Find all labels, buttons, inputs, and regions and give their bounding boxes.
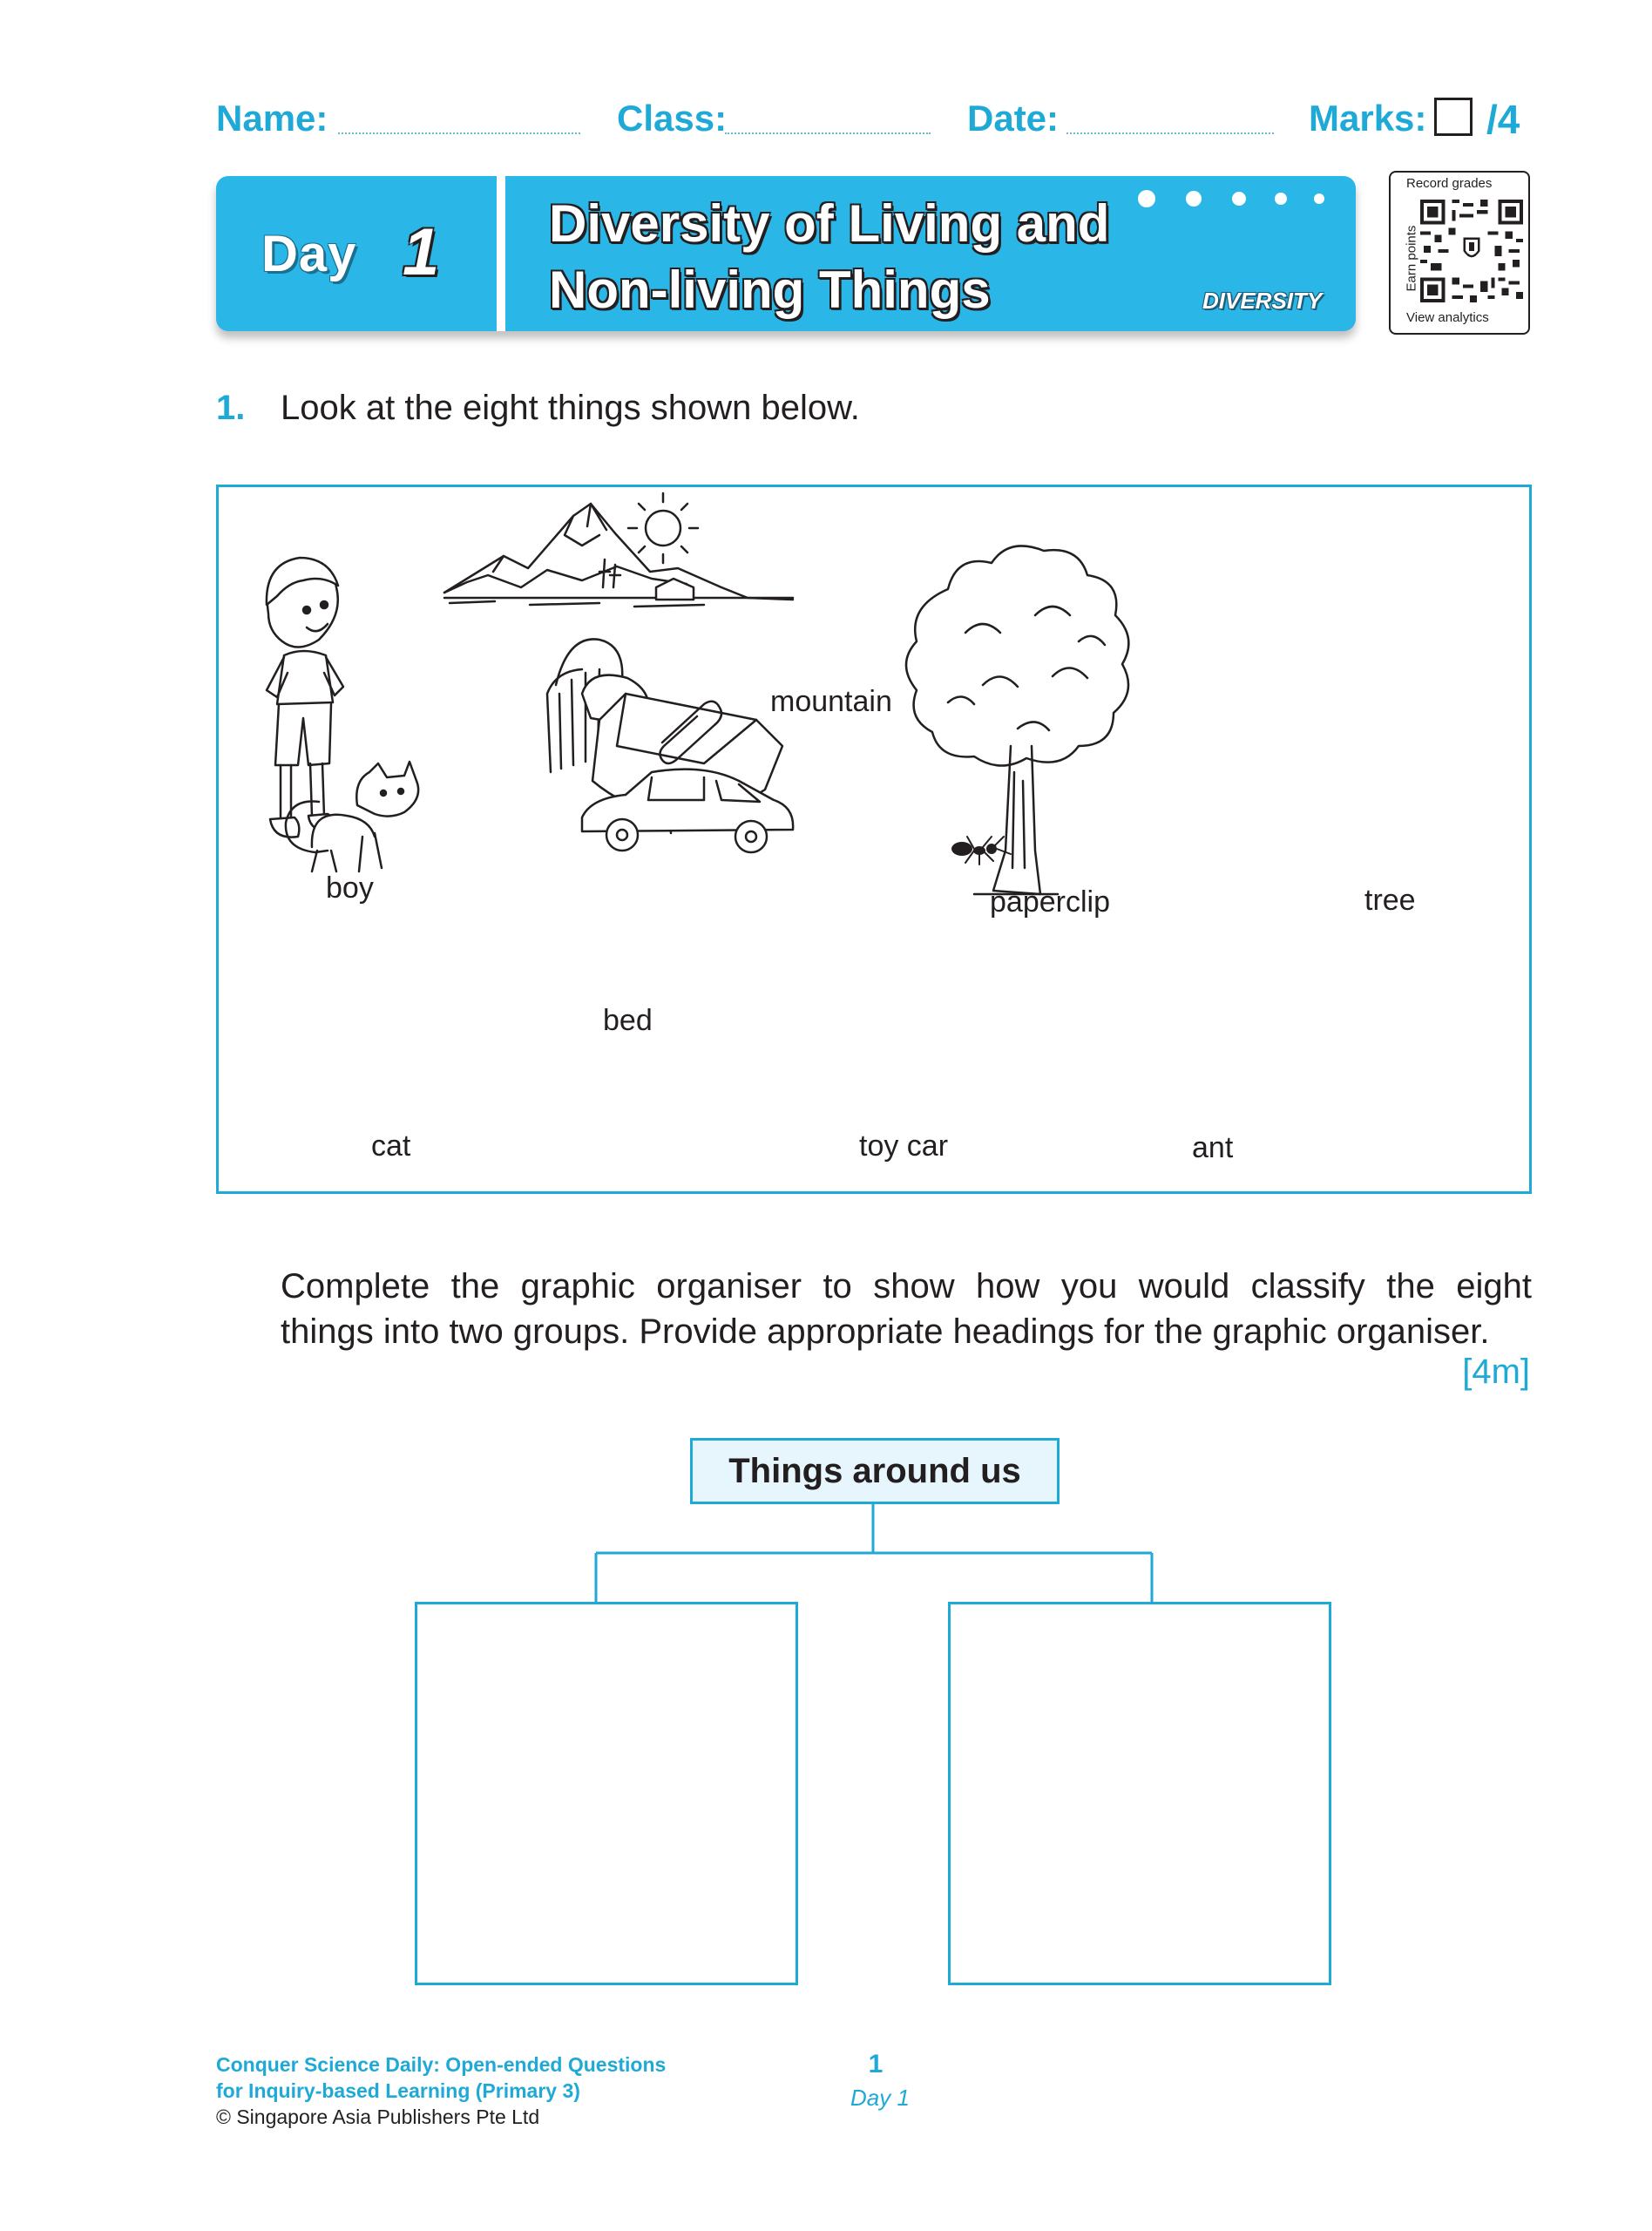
illustrations bbox=[216, 485, 1532, 1194]
date-label: Date: bbox=[967, 98, 1060, 139]
footer-copyright: © Singapore Asia Publishers Pte Ltd bbox=[216, 2106, 540, 2128]
marks-allocation: [4m] bbox=[1462, 1353, 1530, 1391]
lesson-title-line2: Non-living Things bbox=[549, 261, 991, 319]
label-boy: boy bbox=[326, 871, 374, 905]
lesson-title-line1: Diversity of Living and bbox=[549, 194, 1110, 253]
cat-illustration bbox=[286, 762, 418, 871]
label-toy-car: toy car bbox=[859, 1129, 949, 1163]
footer-book-title-line2: for Inquiry-based Learning (Primary 3) bbox=[216, 2079, 580, 2102]
day-label: Day bbox=[261, 226, 357, 282]
marks-label: Marks: bbox=[1309, 98, 1427, 139]
class-field[interactable] bbox=[725, 132, 931, 134]
page-day: Day 1 bbox=[850, 2085, 910, 2111]
instruction-line2: things into two groups. Provide appropriate headings for the graphic organiser. bbox=[281, 1312, 1490, 1351]
decorative-dots bbox=[1138, 190, 1330, 207]
qr-code-icon[interactable] bbox=[1420, 197, 1523, 305]
day-number: 1 bbox=[403, 215, 440, 289]
question-intro: Look at the eight things shown below. bbox=[281, 389, 860, 427]
qr-view-analytics: View analytics bbox=[1406, 310, 1489, 325]
label-ant: ant bbox=[1192, 1131, 1234, 1164]
marks-total: /4 bbox=[1486, 97, 1520, 142]
organiser-heading: Things around us bbox=[690, 1438, 1060, 1504]
date-field[interactable] bbox=[1066, 132, 1274, 134]
page-number: 1 bbox=[868, 2050, 884, 2078]
organiser-group-box-right[interactable] bbox=[948, 1602, 1331, 1985]
class-label: Class: bbox=[617, 98, 728, 139]
label-mountain: mountain bbox=[770, 685, 892, 718]
organiser-group-box-left[interactable] bbox=[415, 1602, 798, 1985]
name-label: Name: bbox=[216, 98, 328, 139]
label-bed: bed bbox=[603, 1004, 653, 1037]
mountain-illustration bbox=[444, 493, 793, 607]
instruction-line1: Complete the graphic organiser to show how you would classify the eight bbox=[281, 1267, 1532, 1305]
boy-illustration bbox=[267, 558, 343, 837]
question-number: 1. bbox=[216, 389, 246, 427]
qr-earn-points: Earn points bbox=[1404, 225, 1419, 292]
qr-record-grades: Record grades bbox=[1406, 176, 1493, 191]
name-field[interactable] bbox=[338, 132, 580, 134]
label-cat: cat bbox=[371, 1129, 411, 1163]
marks-box[interactable] bbox=[1434, 98, 1473, 136]
footer-book-title-line1: Conquer Science Daily: Open-ended Questions bbox=[216, 2053, 667, 2076]
label-tree: tree bbox=[1364, 884, 1416, 917]
topic-tag: DIVERSITY bbox=[1202, 288, 1323, 314]
tree-illustration bbox=[906, 546, 1128, 894]
banner-divider bbox=[497, 176, 505, 331]
label-paperclip: paperclip bbox=[990, 885, 1110, 919]
